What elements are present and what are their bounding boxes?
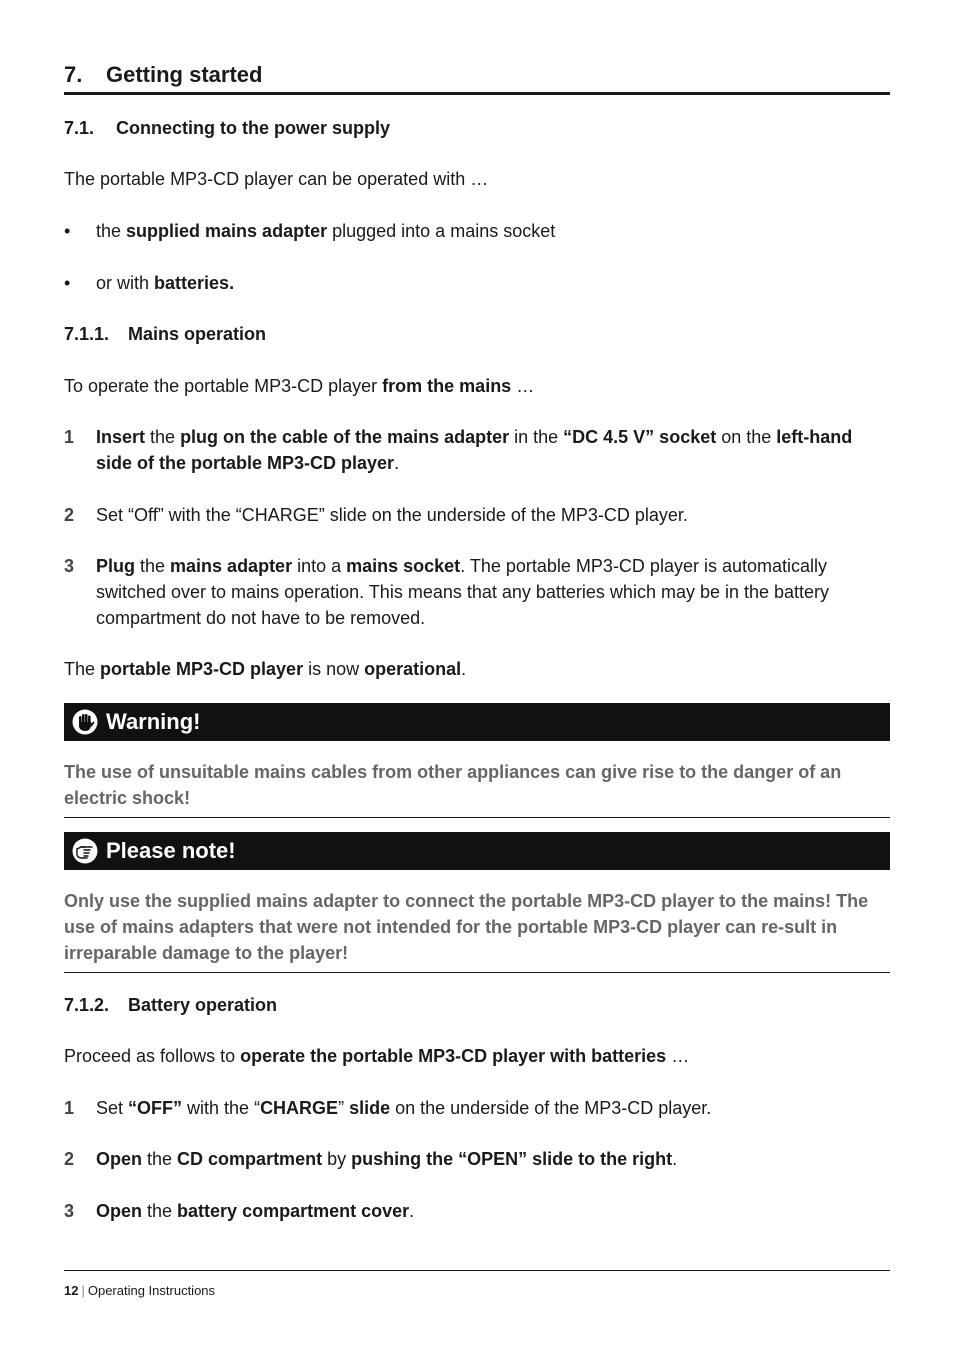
- note-label: Please note!: [106, 838, 236, 863]
- bullet-text: the supplied mains adapter plugged into a mains socket: [96, 221, 556, 241]
- step-item: [64, 424, 890, 476]
- pointing-hand-icon: [72, 838, 98, 864]
- section-number: 7.1.: [64, 118, 95, 138]
- footer-label: Operating Instructions: [87, 1283, 216, 1298]
- intro-paragraph: The portable MP3-CD player can be operated with …: [64, 169, 489, 189]
- step-text: Set “Off” with the “CHARGE” slide on the underside of the MP3-CD player.: [96, 505, 688, 525]
- warning-bar: [64, 703, 890, 741]
- note-rule: [64, 972, 890, 973]
- stop-hand-icon: [72, 709, 98, 735]
- battery-intro: Proceed as follows to operate the portable MP3-CD player with batteries …: [64, 1046, 690, 1066]
- step-number: 2: [64, 505, 75, 525]
- step-number: 3: [64, 556, 75, 576]
- step-number: 2: [64, 1149, 75, 1169]
- chapter-rule: [64, 92, 890, 95]
- chapter-number: 7.: [64, 62, 83, 87]
- bullet-dot: •: [64, 221, 71, 241]
- warning-rule: [64, 817, 890, 818]
- section-heading-7-1-2: [64, 992, 277, 1018]
- section-heading-7-1: [64, 115, 390, 141]
- section-title: Connecting to the power supply: [116, 118, 390, 138]
- step-number: 3: [64, 1201, 75, 1221]
- step-number: 1: [64, 427, 75, 447]
- step-text: Insert the plug on the cable of the mains adapter in the “DC 4.5 V” socket on the left-hand side of the portable MP3-CD player.: [96, 427, 853, 473]
- footer-separator: |: [81, 1283, 85, 1298]
- step-text: Set “OFF” with the “CHARGE” slide on the underside of the MP3-CD player.: [96, 1098, 712, 1118]
- section-number: 7.1.2.: [64, 995, 110, 1015]
- bullet-text: or with batteries.: [96, 273, 235, 293]
- bullet-dot: •: [64, 273, 71, 293]
- chapter-title: Getting started: [106, 62, 263, 87]
- note-text: Only use the supplied mains adapter to connect the portable MP3-CD player to the mains! The use of mains adapters that were not intended for the portable MP3-CD player can re-sult in irreparable damage to the player!: [64, 891, 869, 963]
- operational-paragraph: The portable MP3-CD player is now operational.: [64, 659, 467, 679]
- page-number: 12: [64, 1283, 79, 1298]
- section-title: Mains operation: [128, 324, 267, 344]
- section-title: Battery operation: [128, 995, 278, 1015]
- chapter-heading: [64, 60, 890, 90]
- footer-rule: [64, 1270, 890, 1271]
- section-number: 7.1.1.: [64, 324, 110, 344]
- warning-label: Warning!: [106, 709, 201, 734]
- step-item: [64, 553, 890, 631]
- step-text: Plug the mains adapter into a mains socket. The portable MP3-CD player is automatically switched over to mains operation. This means that any batteries which may be in the battery compartment do not have to be removed.: [96, 556, 830, 628]
- note-bar: [64, 832, 890, 870]
- section-heading-7-1-1: [64, 321, 266, 347]
- step-text: Open the battery compartment cover.: [96, 1201, 415, 1221]
- step-text: Open the CD compartment by pushing the “OPEN” slide to the right.: [96, 1149, 678, 1169]
- mains-intro: To operate the portable MP3-CD player from the mains …: [64, 376, 535, 396]
- step-number: 1: [64, 1098, 75, 1118]
- warning-text: The use of unsuitable mains cables from other appliances can give rise to the danger of an electric shock!: [64, 762, 842, 808]
- page-footer: [64, 1283, 215, 1299]
